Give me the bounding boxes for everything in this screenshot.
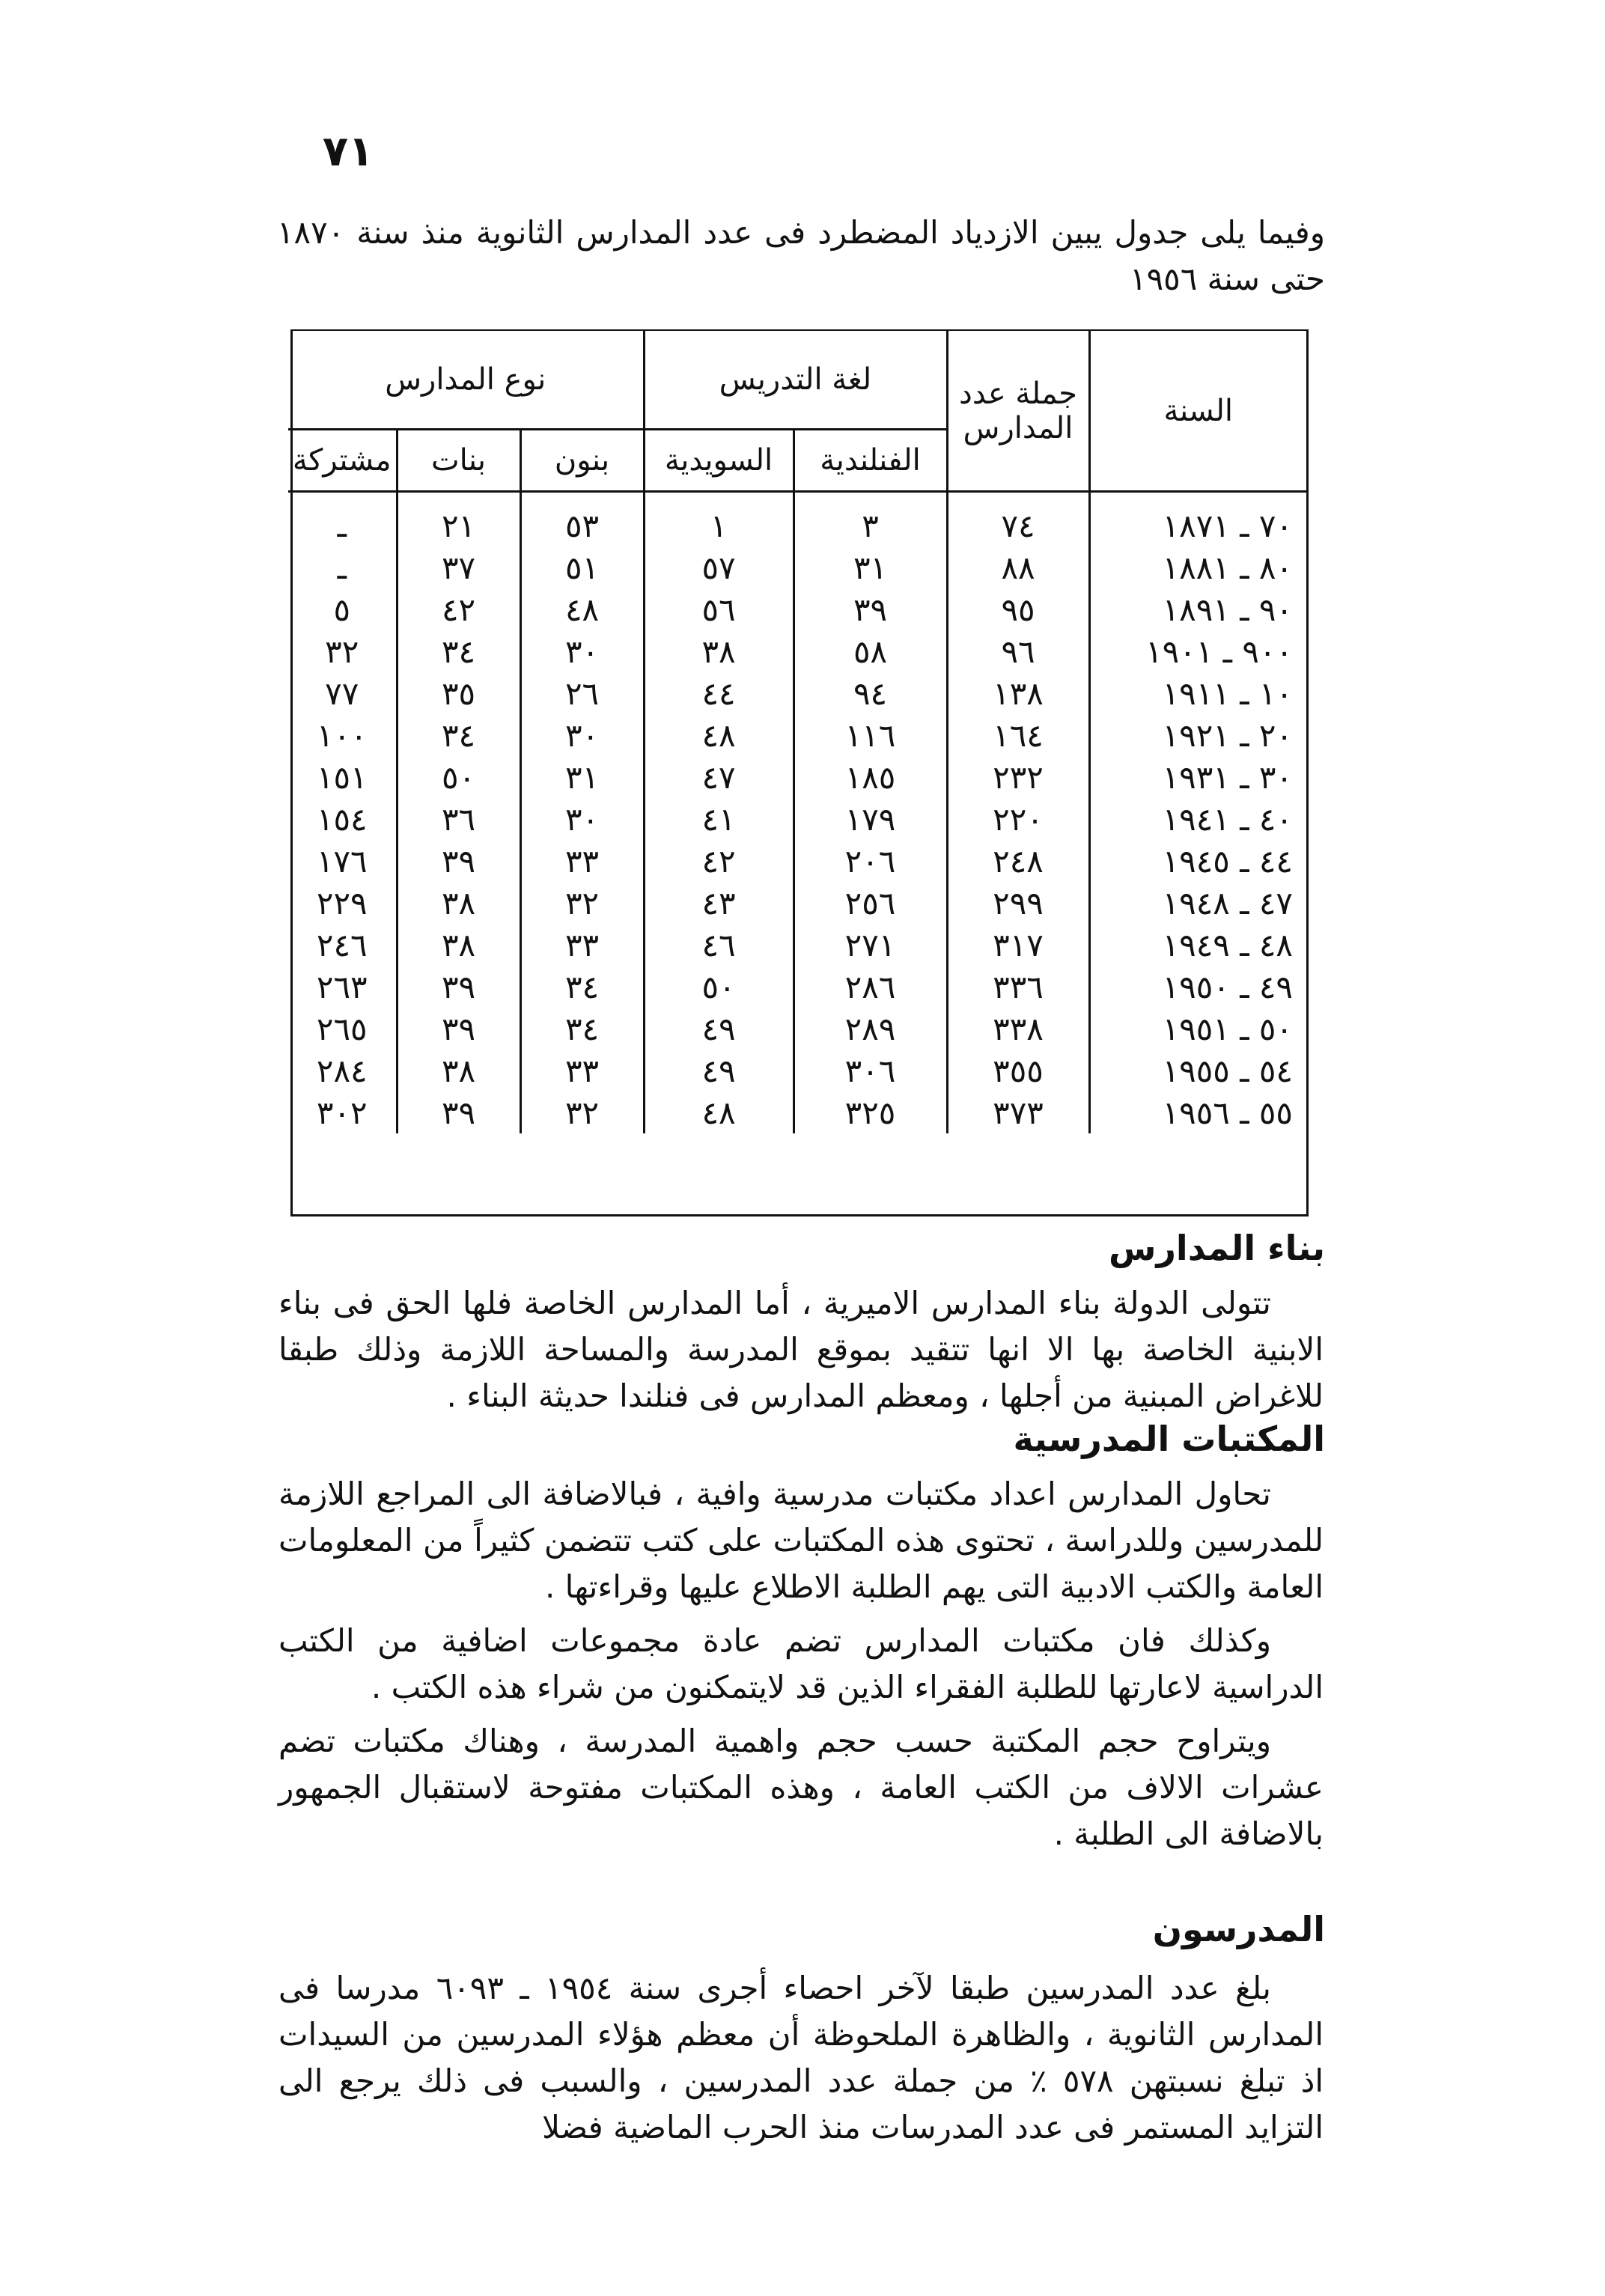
cell-boys: ٥١: [520, 546, 644, 588]
cell-swedish: ٤٤: [644, 672, 794, 714]
table-row: [288, 882, 1306, 924]
cell-girls: ٣٩: [397, 966, 520, 1008]
cell-total: ٩٦: [947, 630, 1089, 672]
section-teachers: [278, 1965, 1324, 2158]
cell-swedish: ٤٨: [644, 1091, 794, 1133]
cell-total: ٣٥٥: [947, 1050, 1089, 1091]
cell-mixed: ١٥١: [316, 758, 368, 796]
cell-swedish: ٤٧: [644, 756, 794, 798]
cell-swedish: ٤٩: [644, 1050, 794, 1091]
cell-girls: ٤٢: [397, 588, 520, 630]
cell-girls: ٢١: [397, 492, 520, 547]
paragraph: تتولى الدولة بناء المدارس الاميرية ، أما المدارس الخاصة فلها الحق فى بناء الابنية الخاصة بها الا انها تتقيد بموقع المدرسة والمساحة اللازمة وذلك طبقا للاغراض المبنية من أجلها ، ومعظم المدارس فى فنلندا حديثة البناء .: [278, 1285, 1324, 1414]
header-type-group: نوع المدارس: [385, 362, 546, 397]
header-total: جملة عدد المدارس: [947, 331, 1089, 492]
table-row: [288, 798, 1306, 840]
cell-girls: ٣٨: [397, 924, 520, 966]
header-year: السنة: [1089, 331, 1306, 492]
cell-finnish: ١٨٥: [794, 756, 947, 798]
cell-swedish: ٥٠: [644, 966, 794, 1008]
table-row: [288, 672, 1306, 714]
cell-girls: ٣٦: [397, 798, 520, 840]
cell-finnish: ٢٧١: [794, 924, 947, 966]
page-number: ٧١: [322, 127, 374, 176]
table-row: [288, 714, 1306, 756]
cell-boys: ٣٠: [520, 714, 644, 756]
paragraph: تحاول المدارس اعداد مكتبات مدرسية وافية ، فبالاضافة الى المراجع اللازمة للمدرسين وللدراسة ، تحتوى هذه المكتبات على كتب تتضمن كثيراً من المعلومات العامة والكتب الادبية التى يهم الطلبة الاطلاع عليها وقراءتها .: [278, 1476, 1324, 1605]
cell-year: ٤٩ ـ ١٩٥٠: [1089, 966, 1306, 1008]
cell-girls: ٣٩: [397, 1091, 520, 1133]
cell-year: ٢٠ ـ ١٩٢١: [1089, 714, 1306, 756]
cell-total: ٢٩٩: [947, 882, 1089, 924]
section-heading: بناء المدارس: [1108, 1228, 1325, 1268]
schools-table: [290, 329, 1309, 1216]
cell-mixed: ١٠٠: [316, 716, 368, 754]
section-heading: المكتبات المدرسية: [1013, 1419, 1325, 1459]
cell-year: ٩٠٠ ـ ١٩٠١: [1089, 630, 1306, 672]
schools-table-grid: [288, 331, 1306, 1133]
cell-total: ٩٥: [947, 588, 1089, 630]
cell-swedish: ٤٢: [644, 840, 794, 882]
table-row: [288, 756, 1306, 798]
cell-total: ٣٣٦: [947, 966, 1089, 1008]
cell-boys: ٣٠: [520, 630, 644, 672]
cell-mixed: ٢٢٩: [316, 884, 368, 922]
cell-total: ٨٨: [947, 546, 1089, 588]
cell-boys: ٢٦: [520, 672, 644, 714]
cell-finnish: ٣٠٦: [794, 1050, 947, 1091]
cell-mixed: ـ: [337, 507, 347, 544]
cell-boys: ٣١: [520, 756, 644, 798]
cell-swedish: ٤٦: [644, 924, 794, 966]
cell-finnish: ٣٩: [794, 588, 947, 630]
cell-year: ٥٤ ـ ١٩٥٥: [1089, 1050, 1306, 1091]
cell-finnish: ٢٥٦: [794, 882, 947, 924]
header-swedish: السويدية: [644, 430, 794, 492]
paragraph: بلغ عدد المدرسين طبقا لآخر احصاء أجرى سنة ١٩٥٤ ـ ٦٠٩٣ مدرسا فى المدارس الثانوية ، والظاهرة الملحوظة أن معظم هؤلاء المدرسين من السيدات اذ تبلغ نسبتهن ٥٧٨ ٪ من جملة عدد المدرسين ، والسبب فى ذلك يرجع الى التزايد المستمر فى عدد المدرسات منذ الحرب الماضية فضلا: [278, 1970, 1324, 2146]
cell-mixed: ١٥٤: [316, 800, 368, 838]
cell-mixed: ٣٢: [325, 633, 359, 670]
cell-finnish: ٩٤: [794, 672, 947, 714]
paragraph: ويتراوح حجم المكتبة حسب حجم واهمية المدرسة ، وهناك مكتبات تضم عشرات الالاف من الكتب العامة ، وهذه المكتبات مفتوحة لاستقبال الجمهور بالاضافة الى الطلبة .: [278, 1723, 1324, 1852]
table-row: [288, 546, 1306, 588]
cell-mixed: ـ: [337, 549, 347, 586]
cell-total: ٢٢٠: [947, 798, 1089, 840]
table-body: [288, 492, 1306, 1134]
cell-year: ٥٥ ـ ١٩٥٦: [1089, 1091, 1306, 1133]
cell-boys: ٣٣: [520, 924, 644, 966]
table-row: [288, 588, 1306, 630]
cell-total: ٣٧٣: [947, 1091, 1089, 1133]
cell-total: ١٦٤: [947, 714, 1089, 756]
cell-girls: ٥٠: [397, 756, 520, 798]
cell-swedish: ٤١: [644, 798, 794, 840]
cell-finnish: ١١٦: [794, 714, 947, 756]
cell-swedish: ٤٣: [644, 882, 794, 924]
cell-boys: ٥٣: [520, 492, 644, 547]
section-building: [278, 1280, 1324, 1427]
cell-boys: ٣٠: [520, 798, 644, 840]
cell-boys: ٣٣: [520, 840, 644, 882]
header-girls: بنات: [397, 430, 520, 492]
cell-mixed: ٥: [333, 591, 351, 628]
header-language-group: لغة التدريس: [644, 331, 947, 430]
table-row: [288, 924, 1306, 966]
table-row: [288, 1050, 1306, 1091]
cell-year: ٨٠ ـ ١٨٨١: [1089, 546, 1306, 588]
cell-mixed: ٢٤٦: [316, 926, 368, 963]
cell-finnish: ٣١: [794, 546, 947, 588]
cell-year: ٥٠ ـ ١٩٥١: [1089, 1008, 1306, 1050]
cell-finnish: ٢٠٦: [794, 840, 947, 882]
section-heading: المدرسون: [1152, 1909, 1325, 1949]
cell-swedish: ٥٦: [644, 588, 794, 630]
cell-total: ٣١٧: [947, 924, 1089, 966]
paragraph: وكذلك فان مكتبات المدارس تضم عادة مجموعات اضافية من الكتب الدراسية لاعارتها للطلبة الفقراء الذين قد لايتمكنون من شراء هذه الكتب .: [278, 1622, 1324, 1705]
intro-paragraph: [277, 210, 1325, 302]
cell-mixed: ٣٠٢: [316, 1094, 368, 1131]
cell-year: ١٠ ـ ١٩١١: [1089, 672, 1306, 714]
cell-boys: ٣٢: [520, 1091, 644, 1133]
cell-total: ٣٣٨: [947, 1008, 1089, 1050]
table-row: [288, 630, 1306, 672]
header-boys: بنون: [520, 430, 644, 492]
cell-finnish: ٣٢٥: [794, 1091, 947, 1133]
cell-swedish: ٥٧: [644, 546, 794, 588]
cell-boys: ٤٨: [520, 588, 644, 630]
cell-boys: ٣٤: [520, 966, 644, 1008]
table-row: [288, 1091, 1306, 1133]
cell-total: ٢٣٢: [947, 756, 1089, 798]
cell-total: ٧٤: [947, 492, 1089, 547]
cell-finnish: ٣: [794, 492, 947, 547]
table-row: [288, 1008, 1306, 1050]
intro-text: وفيما يلى جدول يبين الازدياد المضطرد فى عدد المدارس الثانوية منذ سنة ١٨٧٠ حتى سنة ١٩٥٦: [277, 214, 1325, 297]
cell-finnish: ١٧٩: [794, 798, 947, 840]
cell-girls: ٣٥: [397, 672, 520, 714]
cell-girls: ٣٩: [397, 840, 520, 882]
cell-year: ٧٠ ـ ١٨٧١: [1089, 492, 1306, 547]
cell-year: ٤٠ ـ ١٩٤١: [1089, 798, 1306, 840]
cell-year: ٩٠ ـ ١٨٩١: [1089, 588, 1306, 630]
cell-swedish: ١: [644, 492, 794, 547]
cell-year: ٤٧ ـ ١٩٤٨: [1089, 882, 1306, 924]
table-row: [288, 840, 1306, 882]
cell-total: ٢٤٨: [947, 840, 1089, 882]
cell-swedish: ٣٨: [644, 630, 794, 672]
cell-finnish: ٢٨٩: [794, 1008, 947, 1050]
cell-girls: ٣٨: [397, 1050, 520, 1091]
table-row: [288, 492, 1306, 547]
cell-boys: ٣٣: [520, 1050, 644, 1091]
cell-girls: ٣٩: [397, 1008, 520, 1050]
cell-finnish: ٥٨: [794, 630, 947, 672]
cell-finnish: ٢٨٦: [794, 966, 947, 1008]
cell-boys: ٣٤: [520, 1008, 644, 1050]
cell-year: ٤٨ ـ ١٩٤٩: [1089, 924, 1306, 966]
cell-swedish: ٤٨: [644, 714, 794, 756]
cell-mixed: ٢٦٥: [316, 1010, 368, 1047]
cell-year: ٤٤ ـ ١٩٤٥: [1089, 840, 1306, 882]
header-mixed: مشتركة: [288, 430, 397, 492]
cell-mixed: ٢٦٣: [316, 968, 368, 1005]
cell-year: ٣٠ ـ ١٩٣١: [1089, 756, 1306, 798]
cell-mixed: ٢٨٤: [316, 1052, 368, 1089]
cell-girls: ٣٨: [397, 882, 520, 924]
header-finnish: الفنلندية: [794, 430, 947, 492]
cell-total: ١٣٨: [947, 672, 1089, 714]
cell-mixed: ١٧٦: [316, 842, 368, 880]
cell-boys: ٣٢: [520, 882, 644, 924]
cell-girls: ٣٤: [397, 630, 520, 672]
cell-girls: ٣٧: [397, 546, 520, 588]
section-libraries: [278, 1471, 1324, 1865]
table-row: [288, 966, 1306, 1008]
cell-swedish: ٤٩: [644, 1008, 794, 1050]
cell-girls: ٣٤: [397, 714, 520, 756]
cell-mixed: ٧٧: [325, 675, 359, 712]
